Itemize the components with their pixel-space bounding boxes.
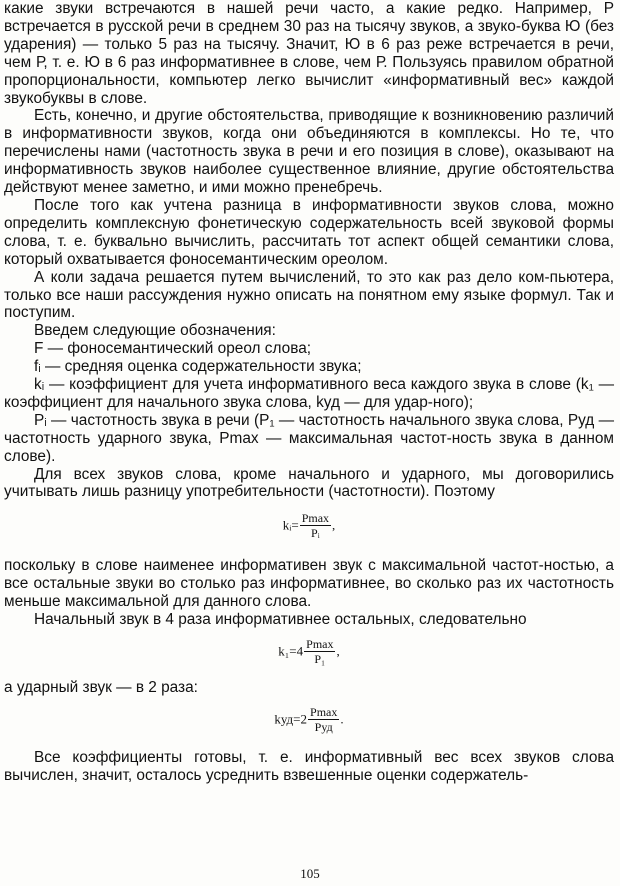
formula-tail: , bbox=[332, 517, 336, 533]
paragraph: поскольку в слове наименее информативен звук с максимальной частот-ностью, а все остальные звуки во столько раз информативнее, во сколько раз их частотность меньше максимальной для данного слова. bbox=[4, 557, 614, 611]
numerator: Pmax bbox=[310, 704, 338, 719]
definition-item: fᵢ — средняя оценка содержательности звука; bbox=[34, 358, 362, 376]
numerator: Pmax bbox=[306, 637, 334, 651]
definition-item: Pᵢ — частотность звука в речи (P₁ — частотность начального звука слова, Pуд — частотность ударного звука, Pmax — максимальная частот-ность звука в данном слове). bbox=[4, 411, 614, 465]
formula-equals: = bbox=[293, 711, 301, 727]
definition-item: kᵢ — коэффициент для учета информативного веса каждого звука в слове (k₁ — коэффициент для начального звука слова, kуд — для удар-ного); bbox=[4, 376, 614, 411]
paragraph: Есть, конечно, и другие обстоятельства, приводящие к возникновению различий в информативности звуков, когда они объединяются в комплексы. Но те, что перечислены нами (частотность звука в речи и его позиция в слове), оказывают на информативность звуков наиболее существенное влияние, другие обстоятельства действуют менее заметно, и ими можно пренебречь. bbox=[4, 107, 614, 197]
paragraph: какие звуки встречаются в нашей речи часто, а какие редко. Например, Р встречается в русской речи в среднем 30 раз на тысячу звуков, а звуко-буква Ю (без ударения) — только 5 раз на тысячу. Значит, Ю в 6 раз реже встречается в речи, чем Р, т. е. Ю в 6 раз информативнее в слове, чем Р. Пользуясь правилом обратной пропорциональности, компьютер легко вычислит «информативный вес» каждой звукобуквы в слове. bbox=[4, 0, 614, 107]
paragraph: Все коэффициенты готовы, т. е. информативный вес всех звуков слова вычислен, значит, осталось усреднить взвешенные оценки содержатель- bbox=[4, 748, 614, 784]
paragraph: Для всех звуков слова, кроме начального и ударного, мы договорились учитывать лишь разницу употребительности (частотности). Поэтому bbox=[4, 465, 614, 501]
paragraph: После того как учтена разница в информативности звуков слова, можно определить комплексную фонетическую содержательность всей звуковой формы слова, т. е. буквально вычислить, рассчитать тот аспект общей семантики слова, который охватывается фоносемантическим ореолом. bbox=[4, 196, 614, 268]
formula-kud bbox=[4, 697, 614, 749]
formula-tail: . bbox=[340, 711, 344, 727]
denominator: Pуд bbox=[314, 719, 333, 734]
formula-lhs: kуд bbox=[274, 711, 294, 727]
formula-equals: = bbox=[291, 517, 299, 533]
paragraph: Начальный звук в 4 раза информативнее остальных, следовательно bbox=[34, 611, 527, 629]
formula-coef: 2 bbox=[300, 711, 308, 727]
numerator: Pmax bbox=[301, 511, 330, 526]
formula-tail: , bbox=[336, 643, 340, 659]
formula-k1 bbox=[4, 629, 614, 679]
formula-lhs: k₁ bbox=[278, 643, 290, 659]
paragraph: а ударный звук — в 2 раза: bbox=[4, 679, 198, 696]
formula-lhs: kᵢ bbox=[282, 517, 292, 533]
denominator: Pᵢ bbox=[311, 526, 320, 541]
fraction bbox=[308, 705, 339, 734]
formula-ki bbox=[4, 501, 614, 557]
body-text bbox=[4, 0, 614, 785]
formula-coef: 4 bbox=[296, 643, 304, 659]
fraction bbox=[304, 637, 335, 666]
definition-item: F — фоносемантический ореол слова; bbox=[34, 340, 312, 358]
fraction bbox=[300, 511, 331, 540]
paragraph: А коли задача решается путем вычислений, то это как раз дело ком-пьютера, только все наши рассуждения нужно описать на понятном ему языке формул. Так и поступим. bbox=[4, 268, 614, 322]
formula-equals: = bbox=[289, 643, 297, 659]
denominator: P₁ bbox=[314, 652, 326, 666]
paragraph: Введем следующие обозначения: bbox=[34, 322, 276, 340]
page-number: 105 bbox=[300, 866, 320, 881]
